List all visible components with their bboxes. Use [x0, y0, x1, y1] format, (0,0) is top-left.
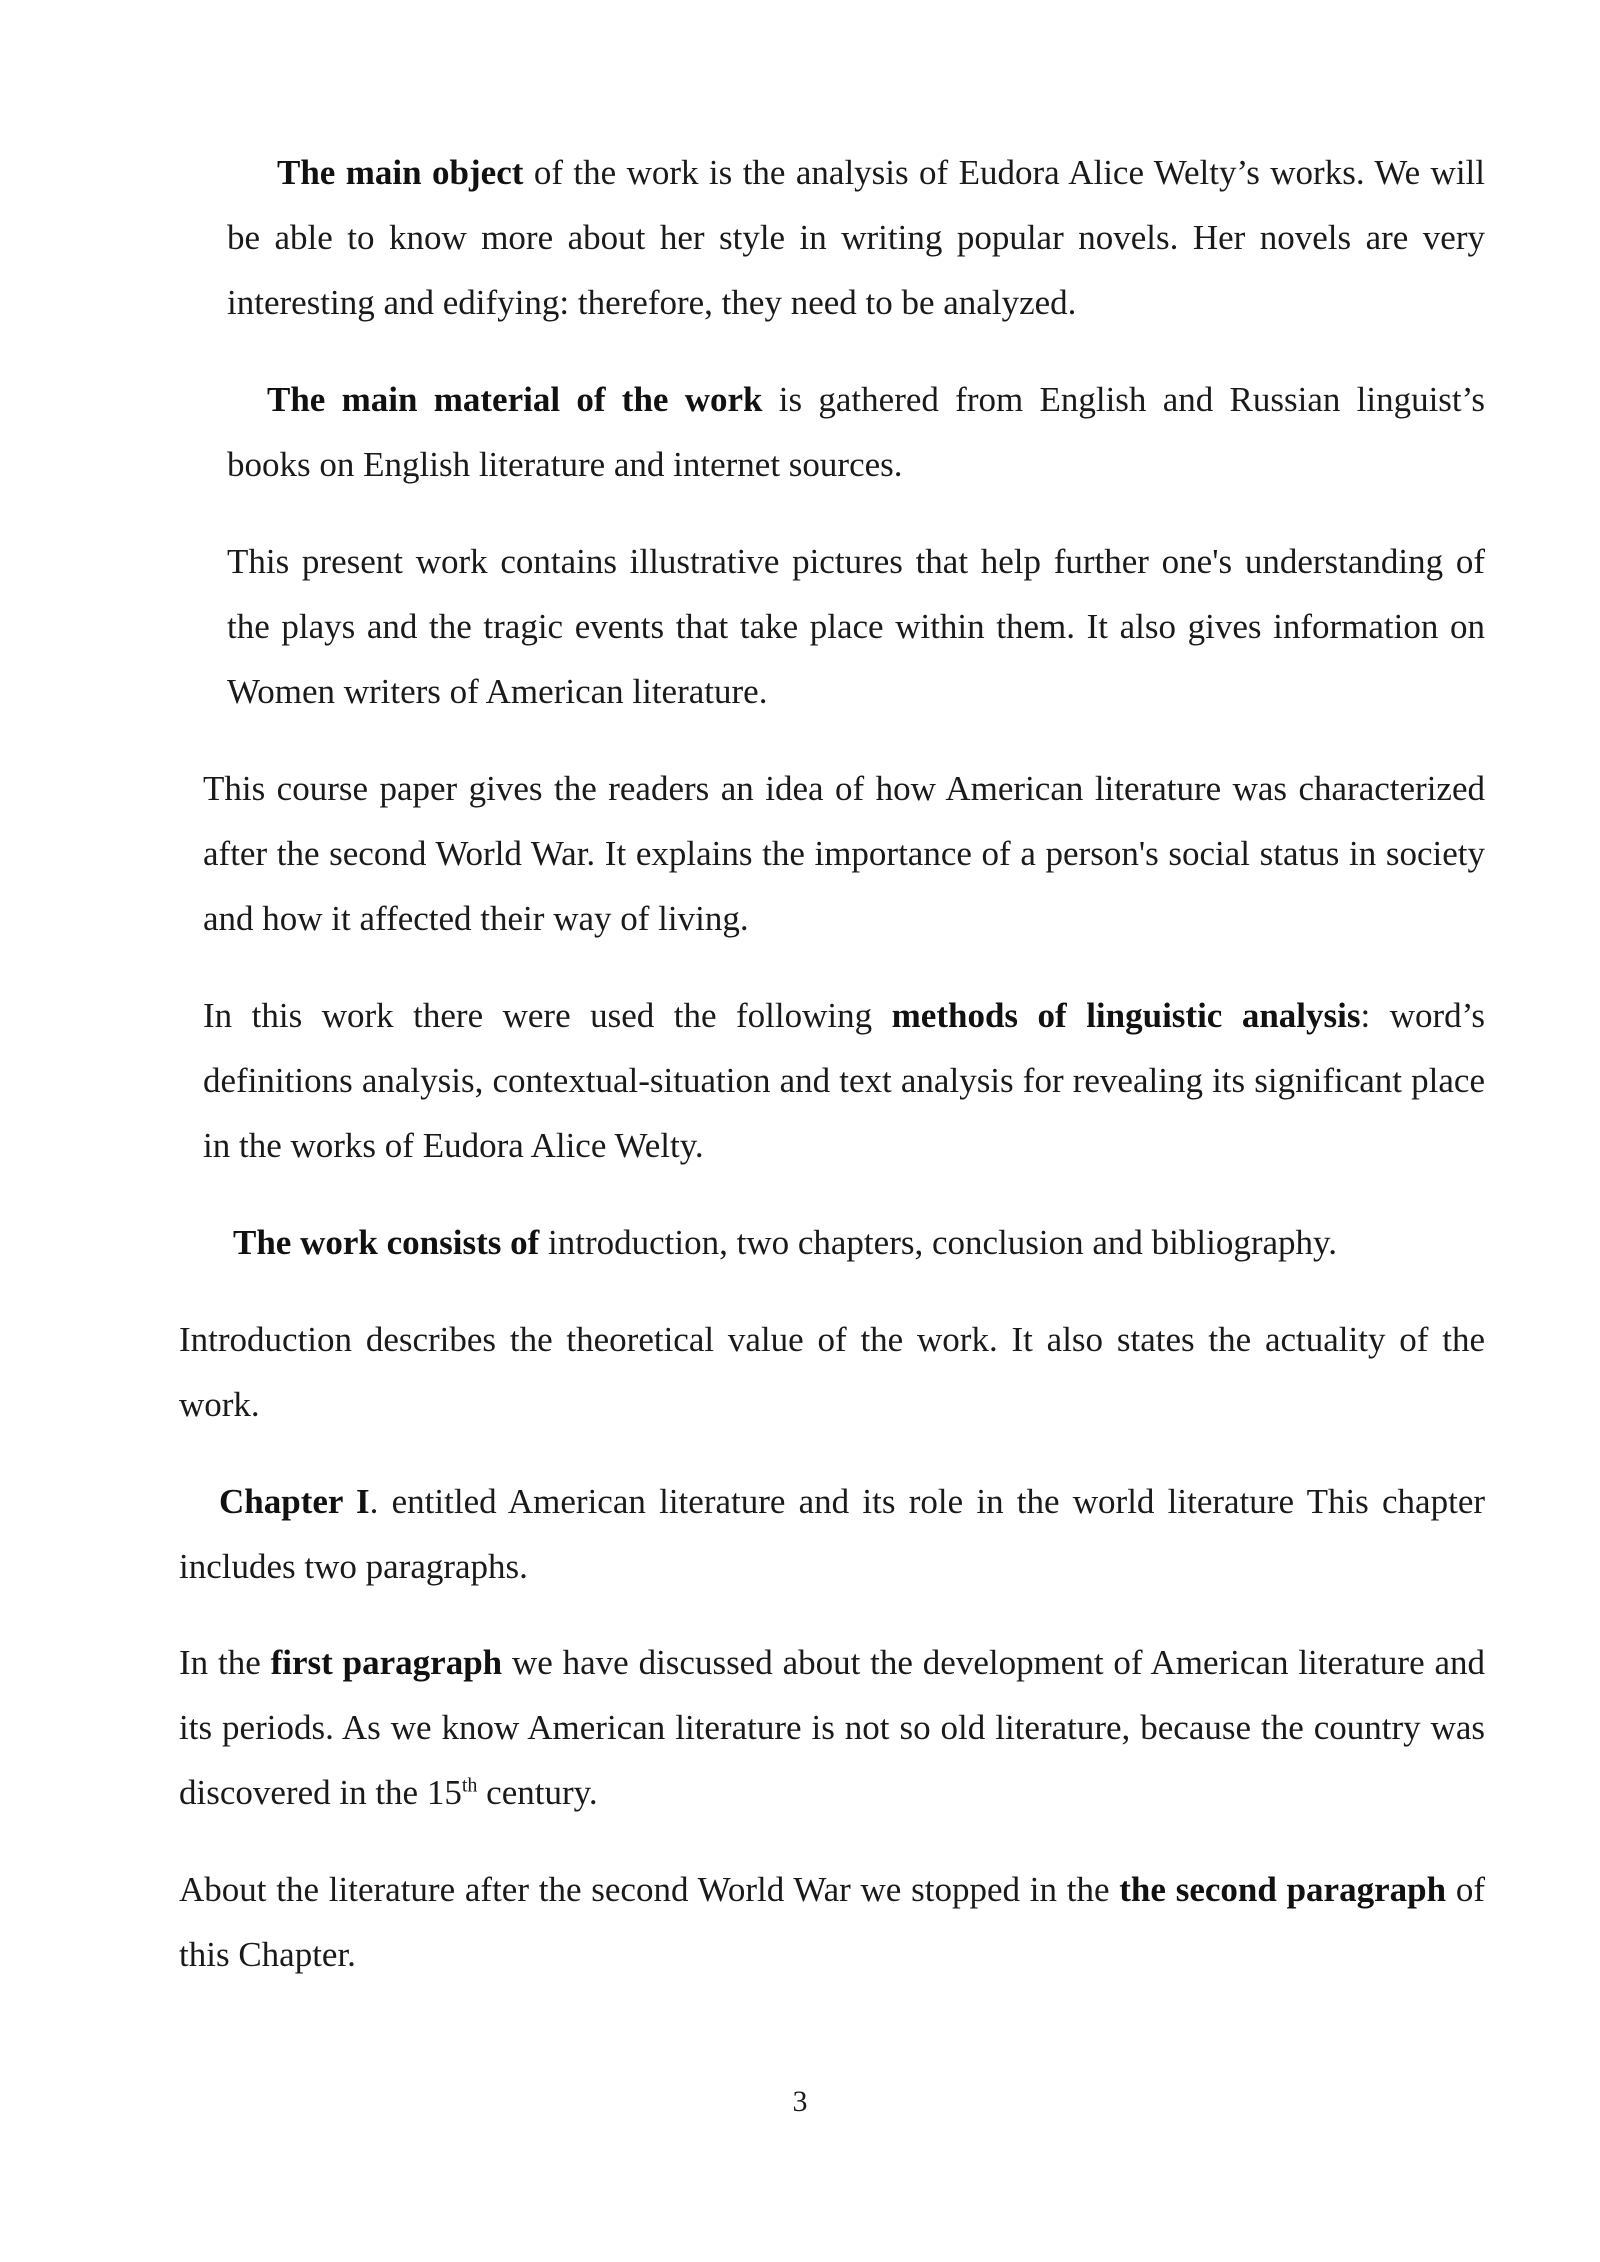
bold-main-material: The main material of the work	[267, 380, 763, 419]
paragraph-course-paper	[203, 756, 1485, 951]
text-work-consists: introduction, two chapters, conclusion and bibliography.	[539, 1223, 1337, 1262]
text-introduction: Introduction describes the theoretical value of the work. It also states the actuality of the work.	[179, 1320, 1485, 1424]
paragraph-second-paragraph	[179, 1857, 1485, 1987]
paragraph-introduction	[179, 1307, 1485, 1437]
paragraph-methods	[203, 983, 1485, 1178]
text-main-material: is gathered from English and Russian linguist’s books on English literature and internet sources.	[227, 380, 1485, 484]
paragraph-main-material	[227, 367, 1485, 497]
paragraph-first-paragraph	[179, 1630, 1485, 1825]
bold-work-consists: The work consists of	[233, 1223, 540, 1262]
text-course-paper: This course paper gives the readers an idea of how American literature was characterized after the second World War. It explains the importance of a person's social status in society and how it affected their way of living.	[203, 769, 1485, 938]
text-first-paragraph-after: we have discussed about the development of American literature and its periods. As we know American literature is not so old literature, because the country was discovered in the 15	[179, 1643, 1486, 1812]
bold-second-paragraph: the second paragraph	[1119, 1870, 1447, 1909]
paragraph-illustrative-pictures	[227, 529, 1485, 724]
text-methods-before: In this work there were used the following	[203, 996, 892, 1035]
text-second-paragraph-before: About the literature after the second World War we stopped in the	[179, 1870, 1120, 1909]
text-first-paragraph-before: In the	[179, 1643, 271, 1682]
bold-methods: methods of linguistic analysis	[891, 996, 1361, 1035]
text-illustrative-pictures: This present work contains illustrative pictures that help further one's understanding of the plays and the tragic events that take place within them. It also gives information on Women writers of American literature.	[227, 542, 1485, 711]
bold-chapter-one: Chapter I	[219, 1482, 370, 1521]
text-second-paragraph-after: of this Chapter.	[179, 1870, 1485, 1974]
paragraph-main-object	[227, 140, 1485, 335]
bold-main-object: The main object	[277, 153, 524, 192]
superscript-th: th	[461, 1774, 478, 1797]
text-first-paragraph-end: century.	[477, 1773, 598, 1812]
paragraph-work-consists	[203, 1210, 1485, 1275]
bold-first-paragraph: first paragraph	[270, 1643, 503, 1682]
text-chapter-one: . entitled American literature and its role in the world literature This chapter includes two paragraphs.	[179, 1482, 1486, 1586]
paragraph-chapter-one	[179, 1469, 1485, 1599]
text-methods-after: : word’s definitions analysis, contextual-situation and text analysis for revealing its significant place in the works of Eudora Alice Welty.	[203, 996, 1486, 1165]
text-main-object: of the work is the analysis of Eudora Alice Welty’s works. We will be able to know more about her style in writing popular novels. Her novels are very interesting and edifying: therefore, they need to be analyzed.	[227, 153, 1485, 322]
page-number: 3	[792, 2085, 808, 2118]
